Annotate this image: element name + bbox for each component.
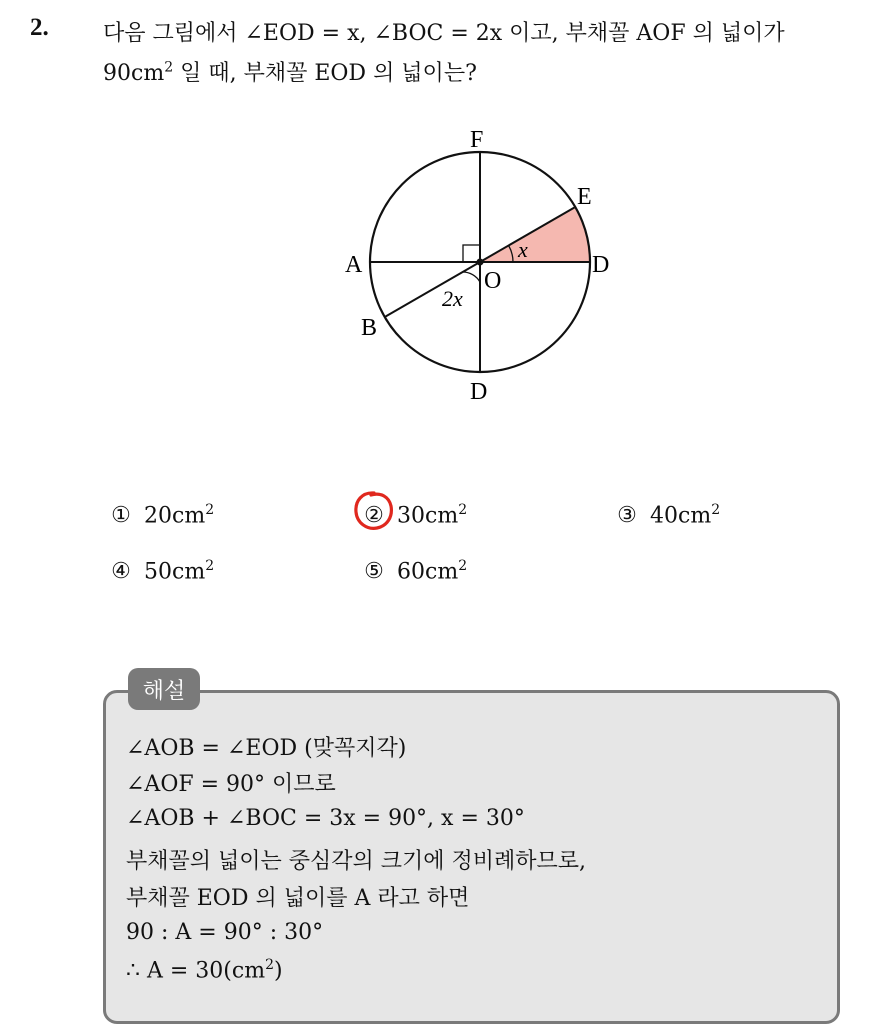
solution-line-2: ∠AOF = 90° 이므로	[126, 772, 336, 797]
question-text-line2-rest: 일 때, 부채꼴 EOD 의 넓이는?	[173, 61, 477, 86]
question-text-line2	[103, 56, 477, 87]
choice-1-mark: ①	[111, 503, 131, 529]
solution-line-3: ∠AOB + ∠BOC = 3x = 90°, x = 30°	[126, 806, 525, 831]
label-d-right: D	[592, 252, 610, 278]
label-o: O	[484, 268, 502, 294]
solution-result-close: )	[273, 958, 283, 984]
choice-5-value: 60cm	[397, 559, 459, 585]
choice-4-exponent: 2	[205, 558, 215, 574]
solution-result-exponent: 2	[265, 957, 274, 973]
label-a: A	[345, 252, 363, 278]
center-point	[477, 259, 484, 266]
label-e: E	[577, 184, 592, 210]
choice-4[interactable]	[108, 558, 214, 584]
choice-3-exponent: 2	[711, 502, 721, 518]
question-area-exponent: 2	[164, 59, 174, 76]
choice-4-value: 50cm	[144, 559, 206, 585]
choice-4-mark: ④	[111, 559, 131, 585]
answer-circle-mark	[352, 489, 396, 533]
choice-1-exponent: 2	[205, 502, 215, 518]
solution-tag: 해설	[128, 668, 200, 710]
solution-result: ∴ A = 30(cm	[126, 958, 266, 984]
label-angle-x: x	[518, 237, 528, 262]
choice-5[interactable]	[361, 558, 467, 584]
question-text-line1: 다음 그림에서 ∠EOD = x, ∠BOC = 2x 이고, 부채꼴 AOF 의 넓이가	[103, 21, 785, 46]
question-number: 2.	[30, 14, 49, 41]
label-b: B	[361, 315, 378, 341]
choice-3[interactable]	[614, 502, 720, 528]
choice-2-exponent: 2	[458, 502, 468, 518]
label-d-bottom: D	[470, 379, 488, 405]
label-angle-2x: 2x	[442, 286, 463, 311]
solution-line-1: ∠AOB = ∠EOD (맞꼭지각)	[126, 736, 407, 761]
label-f: F	[470, 127, 484, 153]
solution-line-4: 부채꼴의 넓이는 중심각의 크기에 정비례하므로,	[126, 849, 587, 874]
choice-2-mark: ②	[364, 503, 384, 529]
question-area-value: 90cm	[103, 61, 165, 86]
choice-5-mark: ⑤	[364, 559, 384, 585]
angle-arc-2x	[463, 272, 480, 282]
choice-3-mark: ③	[617, 503, 637, 529]
choice-2-value: 30cm	[397, 503, 459, 529]
right-angle-mark	[463, 245, 480, 262]
choice-5-exponent: 2	[458, 558, 468, 574]
solution-line-7	[126, 957, 283, 983]
solution-line-5: 부채꼴 EOD 의 넓이를 A 라고 하면	[126, 886, 470, 911]
circle-figure	[330, 118, 630, 418]
solution-line-6: 90 : A = 90° : 30°	[126, 920, 324, 945]
choice-3-value: 40cm	[650, 503, 712, 529]
choice-1-value: 20cm	[144, 503, 206, 529]
choice-1[interactable]	[108, 502, 214, 528]
sector-eod	[480, 207, 590, 262]
